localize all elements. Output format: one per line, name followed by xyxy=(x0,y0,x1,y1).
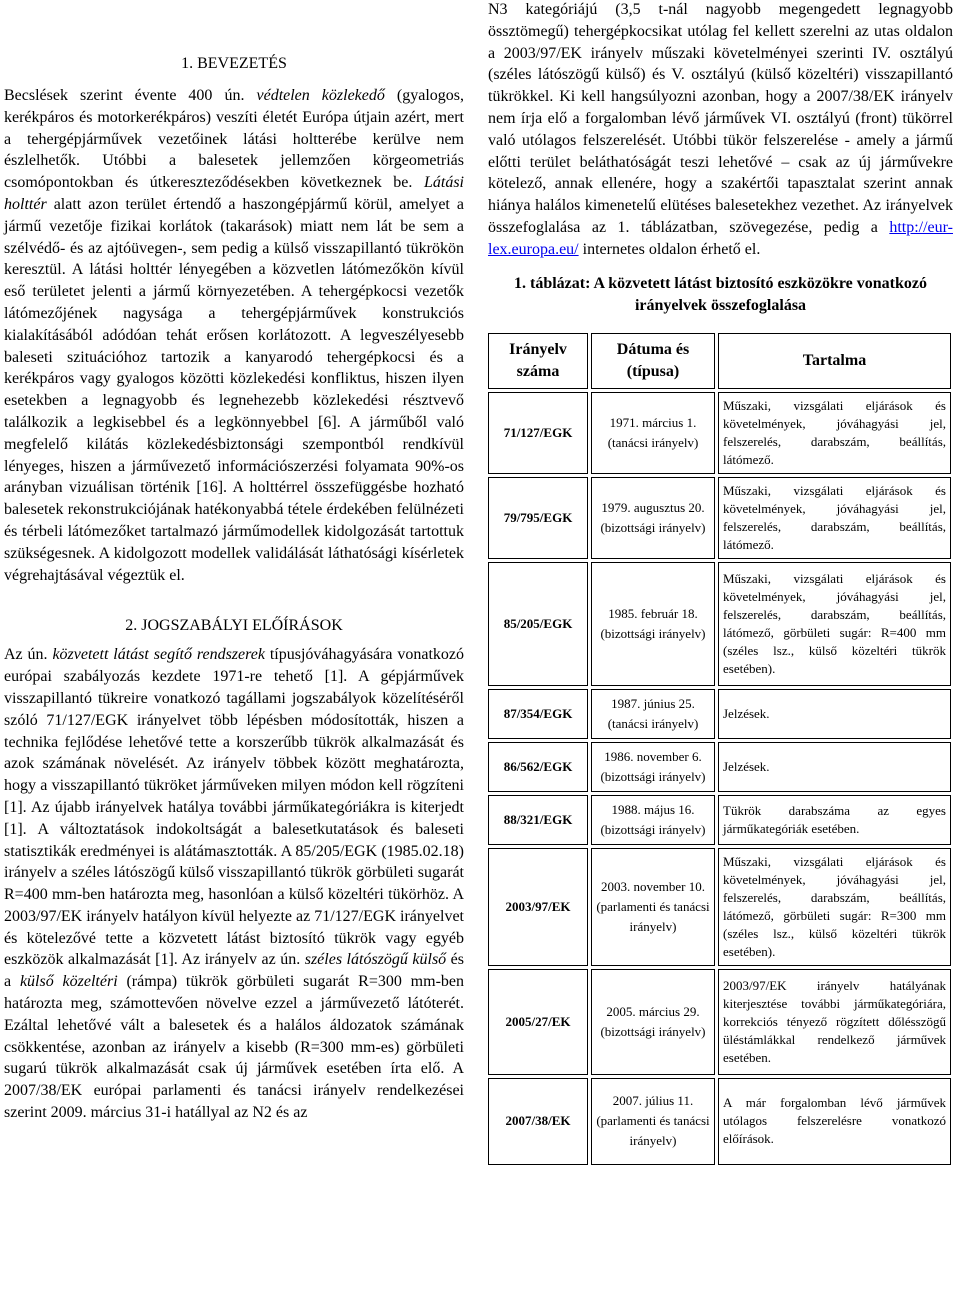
left-column xyxy=(4,0,464,1124)
directive-date: 1985. február 18. xyxy=(608,605,698,621)
eur-lex-link[interactable]: http://eur-lex.europa.eu/ xyxy=(488,218,953,258)
italic-term: védtelen közlekedő xyxy=(256,87,385,104)
date-type-cell xyxy=(591,742,715,792)
table-row xyxy=(488,795,951,845)
content-cell: Jelzések. xyxy=(718,742,951,792)
content-cell: Műszaki, vizsgálati eljárások és követelmények, jóváhagyási jel, felszerelés, darabszám, beállítás, látómező. xyxy=(718,392,951,474)
date-type-cell xyxy=(591,795,715,845)
table-header-row xyxy=(488,333,951,389)
table-row xyxy=(488,1078,951,1165)
date-type-cell xyxy=(591,1078,715,1165)
continuation-paragraph xyxy=(488,0,953,261)
table-row xyxy=(488,689,951,739)
table-row xyxy=(488,392,951,474)
table-body xyxy=(488,392,951,1165)
header-content: Tartalma xyxy=(718,333,951,389)
directive-number-cell: 88/321/EGK xyxy=(488,795,588,845)
table-row xyxy=(488,848,951,966)
directive-type: (tanácsi irányelv) xyxy=(607,434,699,450)
paragraph-text: (rámpa) tükrök görbületi sugarát R=300 mm-ben határozta meg, számottevően növelve ezzel a járművezető látóterét. Ezáltal lehetővé vált a balesetek és a halálos áldozatok számának csökkentése, azonban az irányelv a kisebb (R=300 mm-es) görbületi sugarú tükrök alkalmazását csak új járművek esetében írta elő. A 2007/38/EK európai parlamenti és tanácsi irányelv rendelkezései szerint 2009. március 31-i hatállyal az N2 és az xyxy=(4,973,464,1122)
content-cell: Jelzések. xyxy=(718,689,951,739)
section-heading-regulations: 2. JOGSZABÁLYI ELŐÍRÁSOK xyxy=(125,617,343,635)
paragraph-text: Becslések szerint évente 400 ún. xyxy=(4,87,257,104)
directive-date: 1971. március 1. xyxy=(609,414,697,430)
directive-date: 1986. november 6. xyxy=(604,748,702,764)
italic-term: Látási holttér xyxy=(4,174,464,213)
directive-number-cell: 2003/97/EK xyxy=(488,848,588,966)
content-cell: Tükrök darabszáma az egyes járműkategóriák esetében. xyxy=(718,795,951,845)
directive-date: 1979. augusztus 20. xyxy=(601,499,705,515)
directive-number-cell: 71/127/EGK xyxy=(488,392,588,474)
content-cell: A már forgalomban lévő járművek utólagos felszerelésre vonatkozó előírások. xyxy=(718,1078,951,1165)
date-type-cell xyxy=(591,969,715,1075)
directive-date: 2005. március 29. xyxy=(606,1003,700,1019)
table-row xyxy=(488,742,951,792)
table-row xyxy=(488,477,951,559)
header-date-type: Dátuma és (típusa) xyxy=(591,333,715,389)
directive-type: (bizottsági irányelv) xyxy=(600,1023,706,1039)
directives-table xyxy=(485,330,954,1168)
directive-type: (bizottsági irányelv) xyxy=(600,768,706,784)
paragraph-text: Az ún. xyxy=(4,646,53,664)
directive-type: (parlamenti és tanácsi irányelv) xyxy=(596,898,710,934)
continuation-text: N3 kategóriájú (3,5 t-nál nagyobb megengedett legnagyobb össztömegű) tehergépkocsikat utólag fel kellett szerelni az utas oldalon a 2003/97/EK irányelv műszaki követelményei szerinti IV. osztályú (széles látószögű külső) és V. osztályú (külső közeltéri) visszapillantó tükrökkel. Ki kell hangsúlyozni azonban, hogy a 2007/38/EK irányelv nem írja elő a forgalomban lévő járművek VI. osztályú (front) tükörrel való utólagos felszerelését. Utóbbi tükör felszerelése - amely a jármű előtti terület beláthatóságát teszi lehetővé – csak az új járművekre kötelező, annak ellenére, hogy a szakértői tapasztalat szerint annak hiánya halálos kimenetelű elütéses balesetekhez vezethet. Az irányelvek összefoglalása az 1. táblázatban, szövegezése, pedig a xyxy=(488,1,953,236)
directive-type: (tanácsi irányelv) xyxy=(607,715,699,731)
regulations-paragraph xyxy=(4,644,464,1124)
date-type-cell xyxy=(591,848,715,966)
directive-number-cell: 85/205/EGK xyxy=(488,562,588,686)
section-heading-introduction: 1. BEVEZETÉS xyxy=(181,55,287,72)
directive-type: (bizottsági irányelv) xyxy=(600,519,706,535)
content-cell: Műszaki, vizsgálati eljárások és követelmények, jóváhagyási jel, felszerelés, darabszám, beállítás, látómező, görbületi sugár: R=300 mm (széles lsz., külső közeltéri tükrök esetében). xyxy=(718,848,951,966)
table-row xyxy=(488,562,951,686)
italic-term: széles látószögű külső xyxy=(304,951,447,969)
directive-date: 2007. július 11. xyxy=(612,1093,694,1109)
paragraph-text: alatt azon terület értendő a haszongépjármű körül, amelyet a jármű vezetője fizikai korlátok (takarások) miatt nem lát be sem a szélvédő- és az ajtóüvegen-, sem pedig a külső visszapillantó tükrökön keresztül. A látási holttér lényegében a közvetlen látómezőkön kívül eső területet jelenti a jármű környezetében. A tehergépkocsi vezetők látómezőjének nagysága a tehergépjárművek konstrukciós kialakításából adódóan tehát erősen korlátozott. A legveszélyesebb baleseti szituációhoz tartozik a kanyarodó tehergépkocsi és a kerékpáros vagy gyalogos közötti közlekedési konfliktus, hiszen ilyen esetekben a legnagyobb és legnehezebb közlekedési résztvevő találkozik a legkisebbel és a legkönnyebbel [6]. A járműből való megfelelő kilátás közlekedésbiztonsági szempontból rendkívül lényeges, hiszen a járművezető információszerzési folyamata 90%-os arányban vizuálisan történik [16]. A holttérrel összefüggésbe hozható balesetek rekonstrukciójának hatékonyabbá tétele érdekében felülnézeti és térbeli látómezőket tartalmazó járműmodellek kidolgozását tartottuk szükségesnek. A kidolgozott modellek validálását láthatósági kísérletek végrehajtásával végeztük el. xyxy=(4,195,464,584)
directive-number-cell: 87/354/EGK xyxy=(488,689,588,739)
paragraph-text: és a xyxy=(4,951,465,991)
date-type-cell xyxy=(591,477,715,559)
directive-date: 1987. június 25. xyxy=(611,695,695,711)
continuation-text-end: internetes oldalon érhető el. xyxy=(578,240,761,258)
italic-term: közvetett látást segítő rendszerek xyxy=(52,646,265,664)
directive-type: (bizottsági irányelv) xyxy=(600,625,706,641)
italic-term: külső közeltéri xyxy=(19,973,118,991)
directive-number-cell: 79/795/EGK xyxy=(488,477,588,559)
introduction-paragraph xyxy=(4,85,464,586)
content-cell: Műszaki, vizsgálati eljárások és követelmények, jóváhagyási jel, felszerelés, darabszám, beállítás, látómező. xyxy=(718,477,951,559)
paragraph-text: típusjóváhagyására vonatkozó európai szabályozás kezdete 1971-re tehető [1]. A gépjárművek visszapillantó tükreire vonatkozó tagállami jogszabályok közelítéséről szóló 71/127/EGK irányelvet több lépésben módosították, hiszen a technika fejlődése lehetővé tette a korszerűbb tükrök alkalmazását és azok számának növelését. Az irányelv többek között meghatározta, hogy a visszapillantó tükröket járműveken milyen módon kell rögzíteni [1]. Az újabb irányelvek hatálya további járműkategóriákra is kiterjedt [1]. A változtatások indokoltságát a balesetkutatások és baleseti statisztikák eredményei is alátámasztották. A 85/205/EGK (1985.02.18) irányelv a széles látószögű külső visszapillantó tükrök görbületi sugarát R=400 mm-ben határozta meg, hasonlóan a külső közeltéri tükörhöz. A 2003/97/EK irányelv hatályon kívül helyezte az 71/127/EGK irányelvet és kötelezővé tette a közvetett látást biztosító tükrök vagy egyéb eszközök alkalmazását [1]. Az irányelv az ún. xyxy=(4,646,465,969)
directive-type: (bizottsági irányelv) xyxy=(600,821,706,837)
directive-number-cell: 2007/38/EK xyxy=(488,1078,588,1165)
date-type-cell xyxy=(591,562,715,686)
content-cell: Műszaki, vizsgálati eljárások és követelmények, jóváhagyási jel, felszerelés, darabszám, beállítás, látómező, görbületi sugár: R=400 mm (széles lsz., külső közeltéri tükrök esetében). xyxy=(718,562,951,686)
header-directive-number: Irányelv száma xyxy=(488,333,588,389)
directive-number-cell: 2005/27/EK xyxy=(488,969,588,1075)
date-type-cell xyxy=(591,689,715,739)
directive-date: 2003. november 10. xyxy=(601,878,705,894)
directive-date: 1988. május 16. xyxy=(611,801,695,817)
content-cell: 2003/97/EK irányelv hatályának kiterjesztése további járműkategóriára, korrekciós tényező rögzített dőlésszögű üléstámlákkal rendelkező járművek esetében. xyxy=(718,969,951,1075)
date-type-cell xyxy=(591,392,715,474)
directive-number-cell: 86/562/EGK xyxy=(488,742,588,792)
table-row xyxy=(488,969,951,1075)
directive-type: (parlamenti és tanácsi irányelv) xyxy=(596,1113,710,1149)
table-caption: 1. táblázat: A közvetett látást biztosító eszközökre vonatkozó irányelvek összefoglalása xyxy=(514,274,927,314)
right-column xyxy=(488,0,953,1168)
paragraph-text: (gyalogos, kerékpáros és motorkerékpáros) veszíti életét Európa útjain azért, mert a tehergépjárművek vezetőinek látási holtterébe kerülve nem észlelhetők. Utóbbi a balesetek jellemzően körgeometriás csomópontokban és útkereszteződésekben következnek be. xyxy=(4,87,465,192)
